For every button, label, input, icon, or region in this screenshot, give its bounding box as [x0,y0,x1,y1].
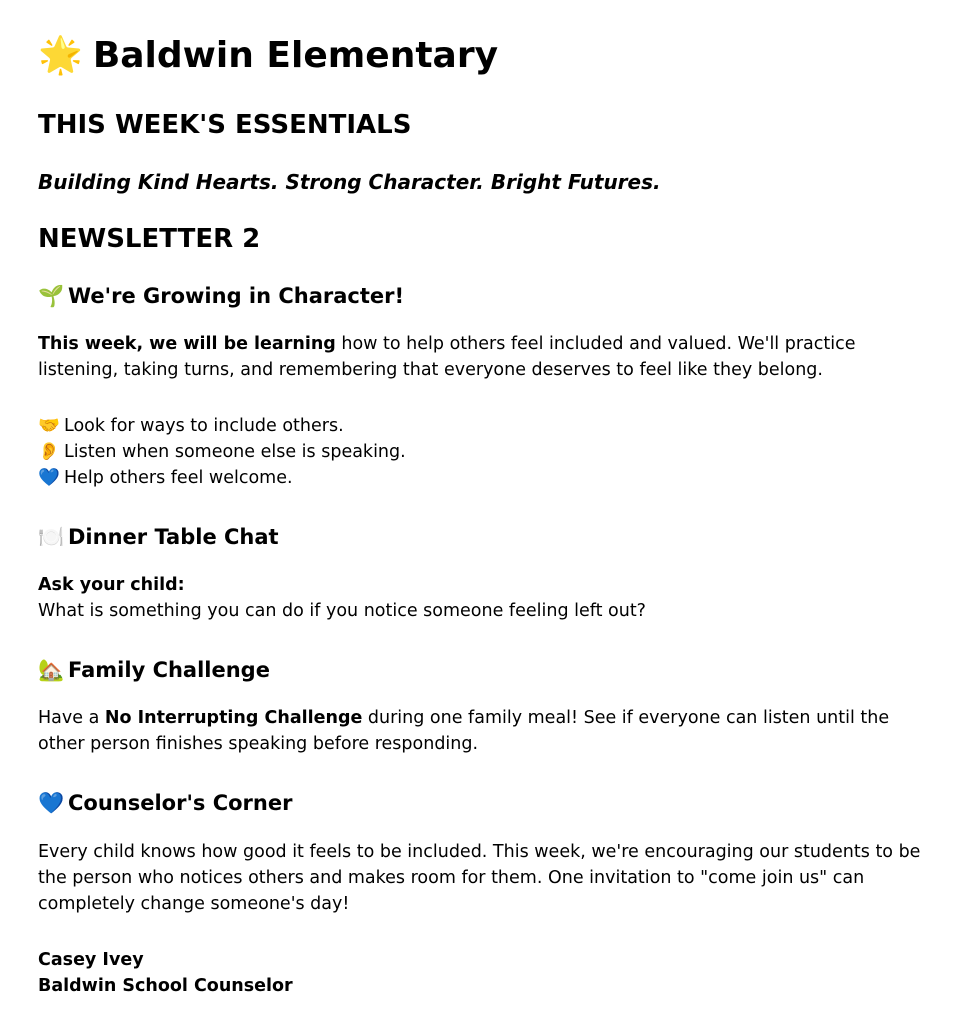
growing-intro-bold: This week, we will be learning [38,334,336,354]
challenge-name: No Interrupting Challenge [104,708,363,728]
school-title [38,34,498,78]
tagline: Building Kind Hearts. Strong Character. Bright Futures. [38,170,661,194]
handshake-icon: 🤝 [38,416,60,436]
list-item [38,465,406,491]
plate-icon: 🍽️ [38,525,65,549]
counselor-body: Every child knows how good it feels to be included. This week, we're encouraging our students to be the person who notices others and makes room for them. One invitation to "come join us" can completely change someone's day! [38,842,921,914]
growing-heading-text: We're Growing in Character! [68,284,405,308]
school-name: Baldwin Elementary [92,35,499,76]
counselor-heading-text: Counselor's Corner [68,791,293,815]
essentials-heading: THIS WEEK'S ESSENTIALS [38,110,412,140]
challenge-text-before: Have a [38,708,105,728]
list-item [38,413,406,439]
signature-title: Baldwin School Counselor [38,976,293,996]
counselor-heading [38,789,292,817]
growing-intro-rest: how to help others feel included and valued. We'll practice listening, taking turns, and remembering that everyone deserves to feel like they belong. [38,334,856,380]
challenge-body [38,705,924,757]
list-item-text: Listen when someone else is speaking. [64,442,406,462]
challenge-text-after: during one family meal! See if everyone can listen until the other person finishes speaking before responding. [38,708,890,754]
star-icon: 🌟 [38,35,83,76]
growing-intro [38,331,924,383]
newsletter-number: NEWSLETTER 2 [38,224,261,254]
dinner-heading-text: Dinner Table Chat [68,525,279,549]
signature-name: Casey Ivey [38,950,144,970]
growing-list [38,413,406,491]
blue-heart-icon: 💙 [38,791,65,815]
blue-heart-icon: 💙 [38,468,60,488]
house-icon: 🏡 [38,658,65,682]
dinner-body [38,572,924,624]
ask-label: Ask your child: [38,575,185,595]
list-item-text: Help others feel welcome. [64,468,293,488]
dinner-heading [38,523,279,551]
signature [38,947,924,999]
ear-icon: 👂 [38,442,60,462]
challenge-heading-text: Family Challenge [68,658,270,682]
list-item [38,439,406,465]
dinner-question: What is something you can do if you notice someone feeling left out? [38,601,646,621]
list-item-text: Look for ways to include others. [64,416,344,436]
seedling-icon: 🌱 [38,284,65,308]
challenge-heading [38,656,270,684]
growing-heading [38,282,404,310]
